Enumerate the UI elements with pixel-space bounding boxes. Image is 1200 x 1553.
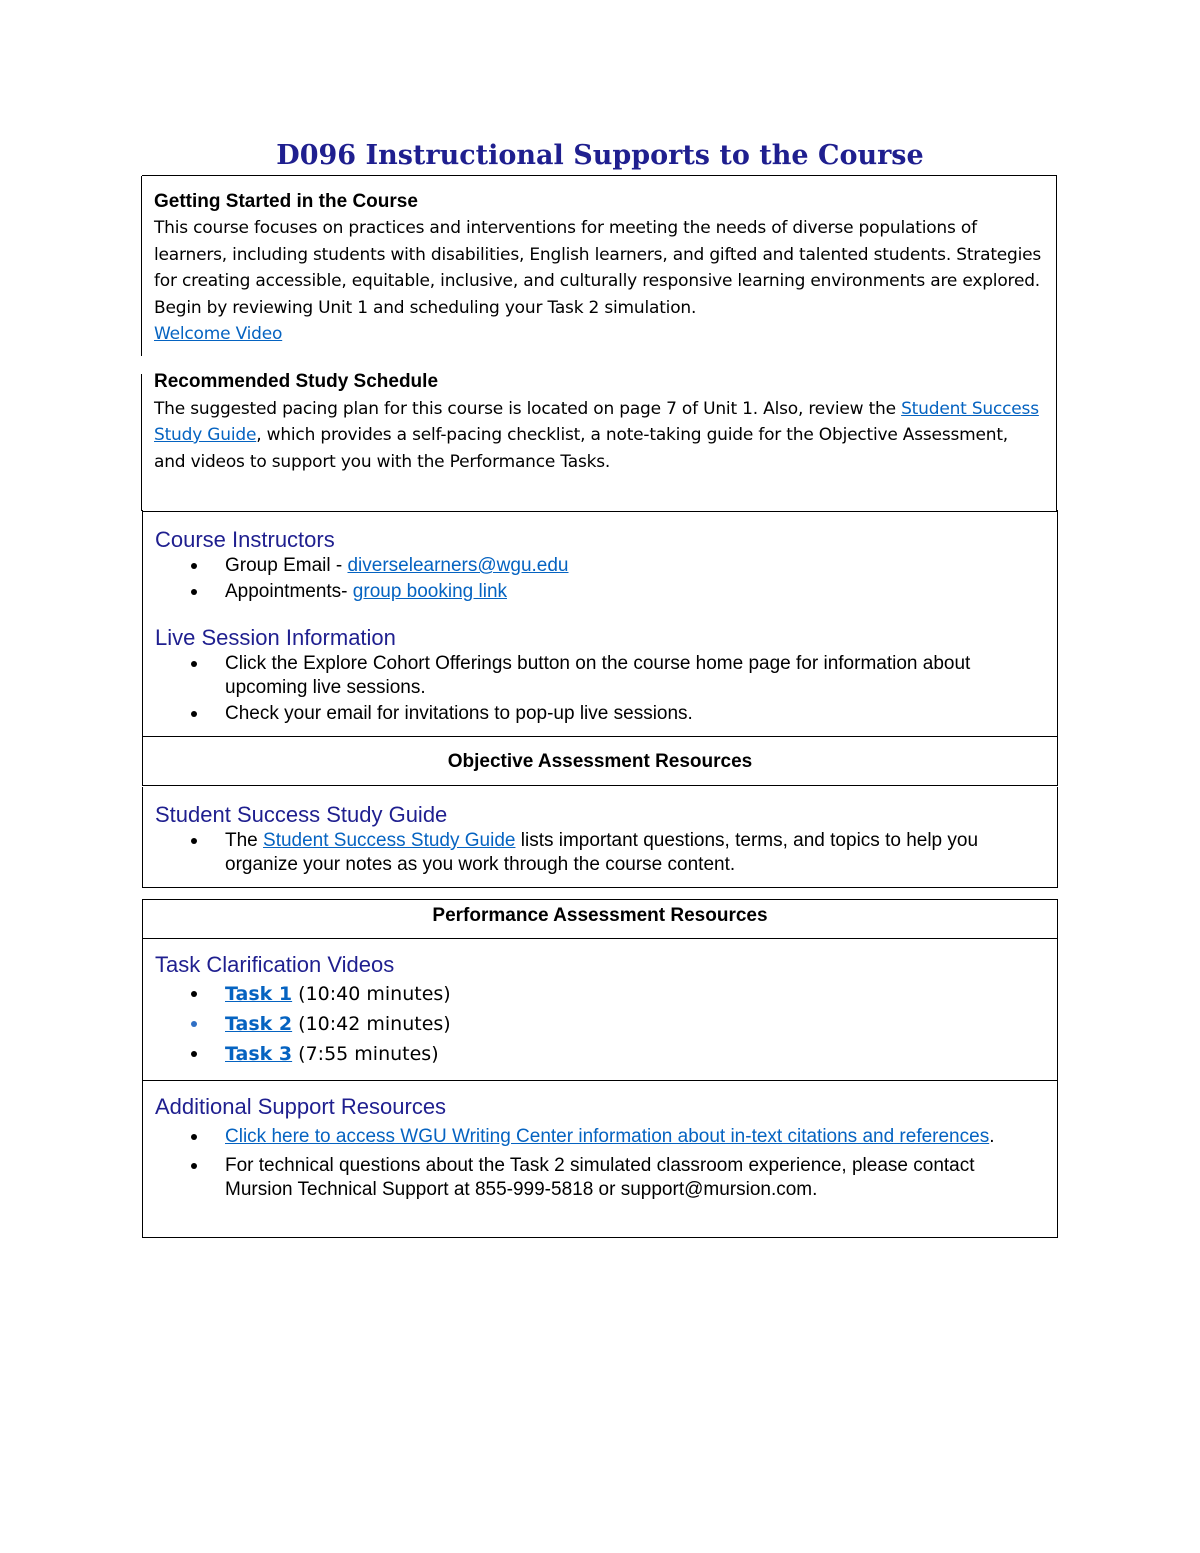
technical-support-item: For technical questions about the Task 2 simulated classroom experience, please contact Mursion Technical Support at 855-999-5818 or support@mursion.com. — [225, 1154, 1045, 1202]
task-videos-section — [142, 939, 1058, 1081]
left-border-lower — [141, 374, 143, 511]
group-email-item — [225, 554, 1045, 578]
task-1-duration: (10:40 minutes) — [292, 983, 451, 1005]
booking-link[interactable]: group booking link — [352, 581, 508, 602]
study-schedule-heading: Recommended Study Schedule — [154, 370, 439, 392]
instructors-section — [142, 510, 1058, 737]
study-guide-heading: Student Success Study Guide — [155, 802, 448, 827]
task-3-duration: (7:55 minutes) — [292, 1043, 439, 1065]
instructors-heading: Course Instructors — [155, 527, 335, 552]
additional-support-section — [142, 1081, 1058, 1238]
task-1-link[interactable]: Task 1 — [225, 983, 293, 1005]
task-2-duration: (10:42 minutes) — [292, 1013, 451, 1035]
objective-header: Objective Assessment Resources — [447, 751, 753, 772]
study-guide-suffix: lists important questions, terms, and topics to help you organize your notes as you work through the course content. — [225, 830, 979, 875]
objective-header-row — [142, 737, 1058, 786]
task-video-item — [225, 979, 1045, 1009]
writing-center-item — [225, 1125, 1045, 1149]
group-email-link[interactable]: diverselearners@wgu.edu — [347, 555, 569, 576]
welcome-video-link[interactable]: Welcome Video — [154, 324, 283, 344]
study-schedule-text: The suggested pacing plan for this course is located on page 7 of Unit 1. Also, review the — [154, 398, 902, 419]
writing-center-suffix: . — [989, 1126, 995, 1147]
group-email-label: Group Email - — [225, 555, 348, 576]
getting-started-heading: Getting Started in the Course — [154, 191, 418, 212]
getting-started-section — [142, 175, 1057, 512]
study-schedule-text-end: , which provides a self-pacing checklist, a note-taking guide for the Objective Assessment, and videos to support you with the Performance Tasks. — [154, 425, 1008, 472]
performance-header: Performance Assessment Resources — [432, 905, 768, 926]
task-video-item — [225, 1039, 1045, 1069]
study-schedule-body — [154, 396, 1044, 476]
live-session-item: Click the Explore Cohort Offerings button on the course home page for information about upcoming live sessions. — [225, 652, 1045, 700]
study-guide-link[interactable]: Student Success Study Guide — [154, 398, 1039, 445]
page-title: D096 Instructional Supports to the Course — [276, 140, 924, 171]
performance-header-row — [142, 899, 1058, 939]
study-guide-prefix: The — [225, 830, 264, 851]
study-guide-link-2[interactable]: Student Success Study Guide — [263, 830, 516, 851]
task-2-link[interactable]: Task 2 — [225, 1013, 293, 1035]
left-border-upper — [141, 176, 143, 356]
study-guide-section — [142, 787, 1058, 888]
live-session-item: Check your email for invitations to pop-up live sessions. — [225, 702, 1045, 726]
live-session-heading: Live Session Information — [155, 625, 396, 650]
task-3-link[interactable]: Task 3 — [225, 1043, 293, 1065]
study-guide-item — [225, 829, 1045, 877]
additional-support-heading: Additional Support Resources — [155, 1094, 447, 1119]
writing-center-link[interactable]: Click here to access WGU Writing Center information about in-text citations and references — [225, 1126, 990, 1147]
appointments-label: Appointments- — [225, 581, 353, 602]
appointments-item — [225, 580, 1045, 604]
getting-started-body: This course focuses on practices and interventions for meeting the needs of diverse populations of learners, including students with disabilities, English learners, and gifted and talented students. Strategies for creating accessible, equitable, inclusive, and culturally responsive learning environments are explored. Begin by reviewing Unit 1 and scheduling your Task 2 simulation. — [154, 218, 1042, 318]
task-video-item — [225, 1009, 1045, 1039]
task-videos-heading: Task Clarification Videos — [155, 952, 395, 977]
